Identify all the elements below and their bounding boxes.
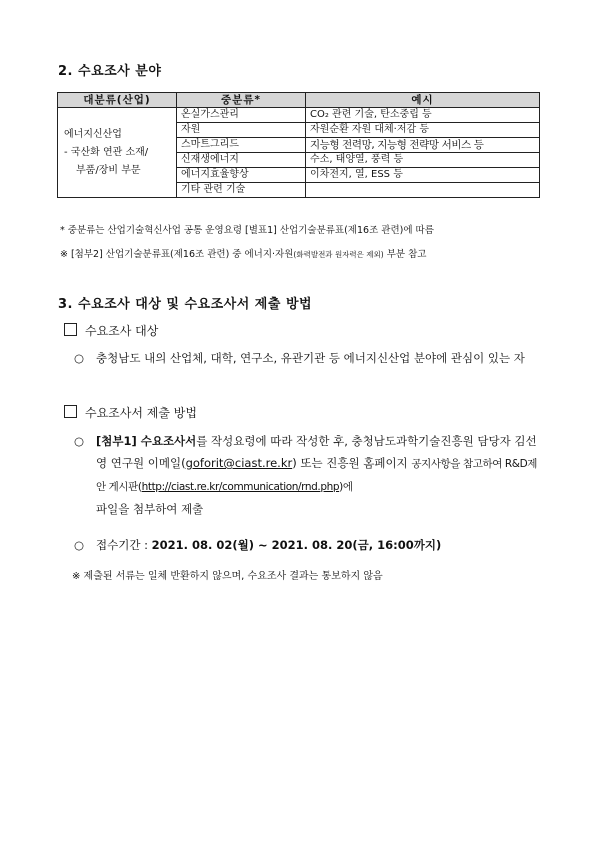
checkbox-square-icon [64, 405, 77, 418]
method-text-part1: 를 작성요령에 따라 작성한 후, 충청남도과학기술진흥원 담당자 김선영 연구원 이메일( [96, 434, 537, 470]
method-text-part3: 공지사항을 참고하여 R&D제안 게시판( [96, 458, 538, 493]
example-cell: 자원순환 자원 대체·저감 등 [306, 123, 540, 138]
sub-category-cell: 자원 [177, 123, 306, 138]
circle-bullet-icon: ○ [74, 434, 85, 448]
email-link[interactable]: goforit@ciast.re.kr [185, 456, 293, 470]
method-text-part4: )에 [339, 481, 353, 493]
footnote-attachment-tail: 부분 참고 [383, 249, 427, 260]
method-heading-text: 수요조사서 제출 방법 [85, 406, 197, 420]
target-heading-text: 수요조사 대상 [85, 324, 159, 338]
target-text: 충청남도 내의 산업체, 대학, 연구소, 유관기관 등 에너지신산업 분야에 관심이 있는 자 [96, 351, 525, 365]
sub-category-cell: 온실가스관리 [177, 108, 306, 123]
period-label: 접수기간 : [96, 538, 152, 552]
rnd-board-link[interactable]: http://ciast.re.kr/communication/rnd.php [141, 481, 340, 493]
header-sub-category: 중분류* [177, 93, 306, 108]
footnote-attachment-text: ※ [첨부2] 산업기술분류표(제16조 관련) 중 에너지·자원 [60, 249, 294, 260]
footnote-attachment [60, 246, 426, 260]
footnote-attachment-exclusion: (화력발전과 원자력은 제외) [293, 250, 384, 259]
header-main-category: 대분류(산업) [58, 93, 177, 108]
example-cell [306, 183, 540, 198]
example-cell: 이차전지, 열, ESS 등 [306, 168, 540, 183]
main-category-cell [58, 108, 177, 198]
period-value: 2021. 08. 02(월) ~ 2021. 08. 20(금, 16:00까지) [151, 538, 442, 552]
footnote-subcategory: * 중분류는 산업기술혁신사업 공통 운영요령 [별표1] 산업기술분류표(제16조 관련)에 따름 [60, 225, 434, 236]
main-category-line1: 에너지신산업 [64, 128, 122, 140]
target-heading [64, 322, 158, 339]
sub-category-cell: 기타 관련 기술 [177, 183, 306, 198]
demand-survey-table [57, 92, 540, 198]
attachment-survey-label: [첨부1] 수요조사서 [96, 434, 197, 448]
table-header-row [58, 93, 540, 108]
method-heading [64, 404, 197, 421]
sub-category-cell: 스마트그리드 [177, 138, 306, 153]
circle-bullet-icon: ○ [74, 538, 85, 552]
table-row [58, 108, 540, 123]
method-text-part5: 파일을 첨부하여 제출 [96, 502, 204, 516]
method-text-part2: ) 또는 진흥원 홈페이지 [292, 456, 412, 470]
example-cell: 지능형 전력망, 지능형 전략망 서비스 등 [306, 138, 540, 153]
circle-bullet-icon: ○ [74, 351, 85, 365]
target-paragraph [74, 347, 544, 369]
method-paragraph [74, 430, 544, 520]
main-category-line3: 부품/장비 부문 [76, 164, 141, 176]
final-note: ※ 제출된 서류는 일체 반환하지 않으며, 수요조사 결과는 통보하지 않음 [72, 571, 383, 582]
header-example: 예시 [306, 93, 540, 108]
sub-category-cell: 에너지효율향상 [177, 168, 306, 183]
period-paragraph [74, 534, 544, 556]
main-category-line2: - 국산화 연관 소재/ [64, 146, 149, 158]
sub-category-cell: 신재생에너지 [177, 153, 306, 168]
checkbox-square-icon [64, 323, 77, 336]
example-cell: CO₂ 관련 기술, 탄소중립 등 [306, 108, 540, 123]
section-3-title: 3. 수요조사 대상 및 수요조사서 제출 방법 [58, 297, 313, 312]
section-2-title: 2. 수요조사 분야 [58, 64, 162, 79]
example-cell: 수소, 태양열, 풍력 등 [306, 153, 540, 168]
